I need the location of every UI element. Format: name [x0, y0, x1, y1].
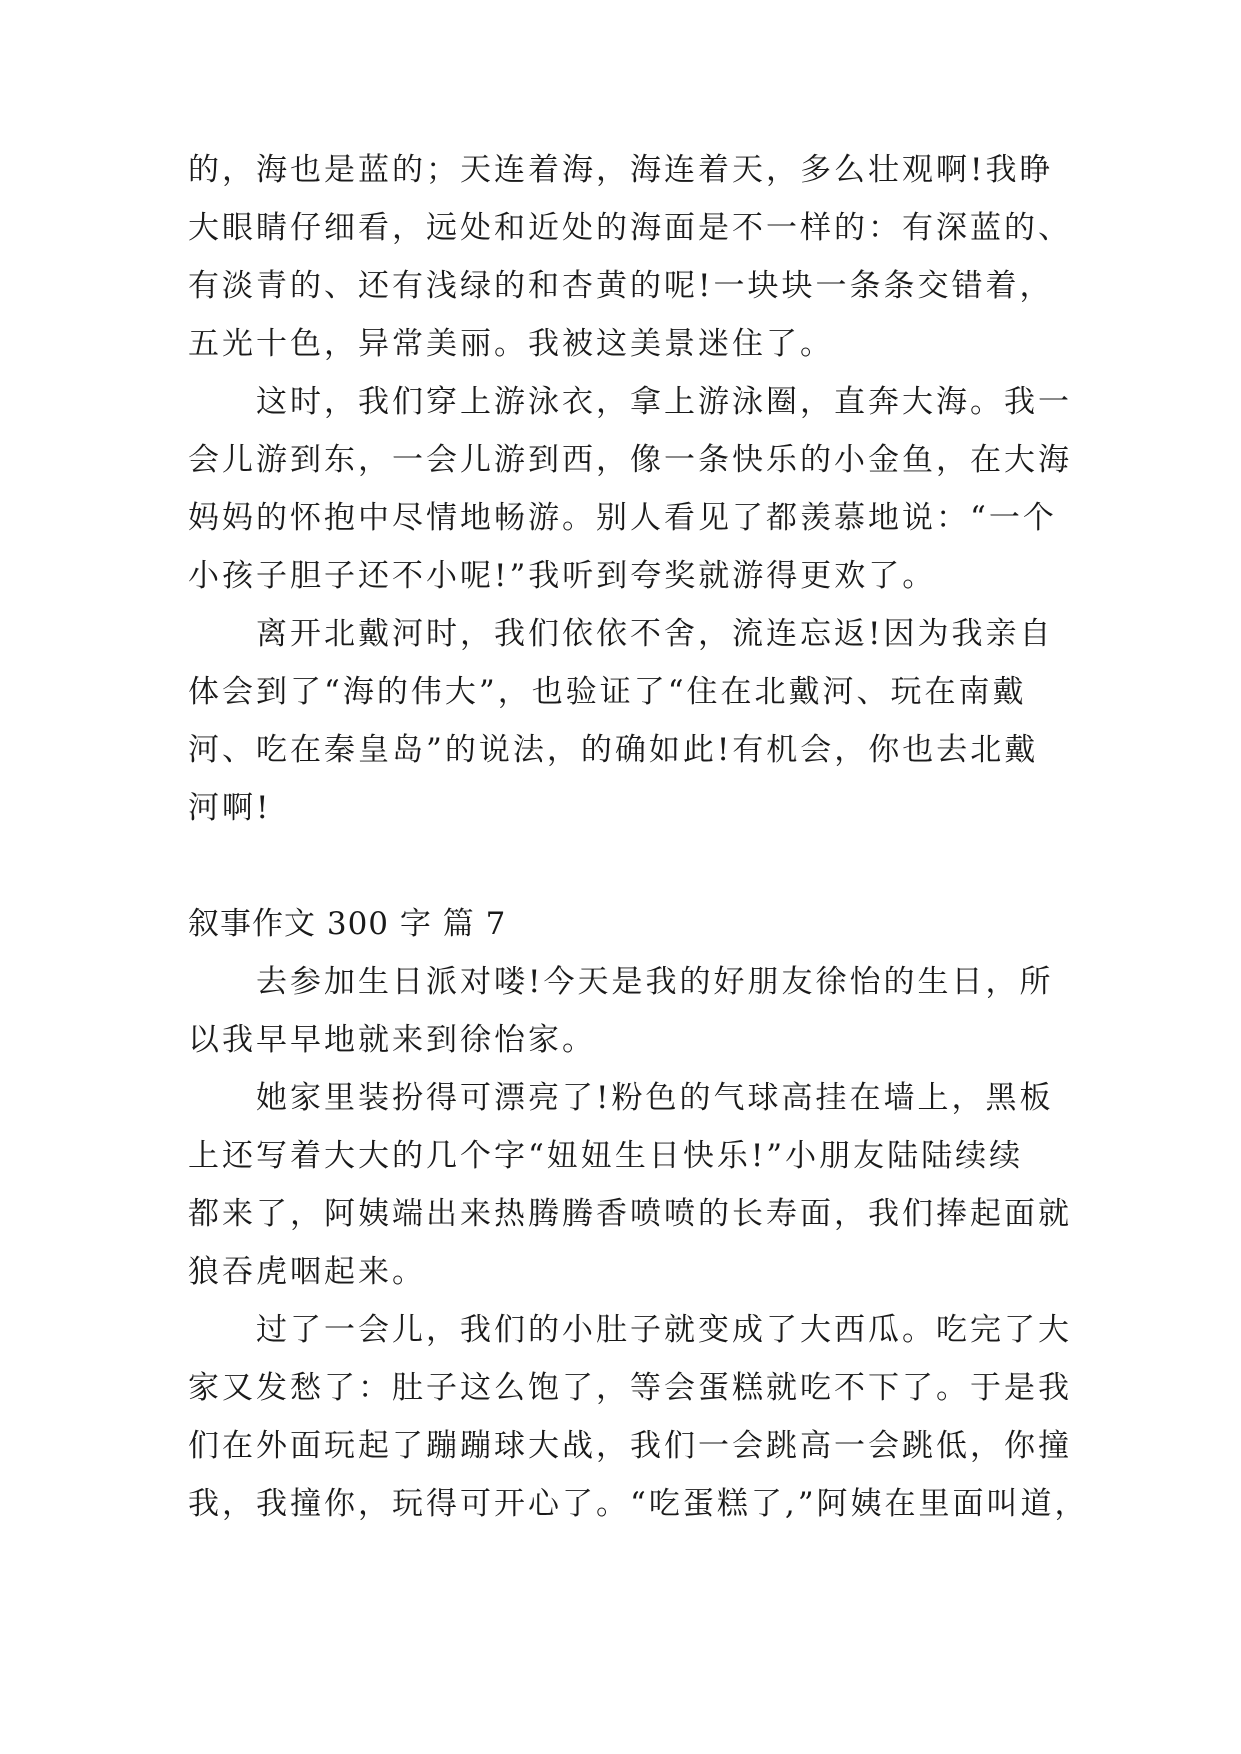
- text-line: 的，海也是蓝的；天连着海，海连着天，多么壮观啊!我睁: [188, 152, 1054, 188]
- section-heading: 叙事作文 300 字 篇 7: [188, 906, 507, 942]
- paragraph-first-line: 这时，我们穿上游泳衣，拿上游泳圈，直奔大海。我一: [256, 384, 1072, 420]
- text-line: 们在外面玩起了蹦蹦球大战，我们一会跳高一会跳低，你撞: [188, 1428, 1072, 1464]
- text-line: 以我早早地就来到徐怡家。: [188, 1022, 596, 1058]
- paragraph-first-line: 过了一会儿，我们的小肚子就变成了大西瓜。吃完了大: [256, 1312, 1072, 1348]
- text-line: 家又发愁了：肚子这么饱了，等会蛋糕就吃不下了。于是我: [188, 1370, 1072, 1406]
- text-line: 大眼睛仔细看，远处和近处的海面是不一样的：有深蓝的、: [188, 210, 1072, 246]
- text-line: 我，我撞你，玩得可开心了。“吃蛋糕了,”阿姨在里面叫道，: [188, 1486, 1089, 1522]
- text-line: 河、吃在秦皇岛”的说法，的确如此!有机会，你也去北戴: [188, 732, 1039, 768]
- text-line: 五光十色，异常美丽。我被这美景迷住了。: [188, 326, 834, 362]
- text-line: 会儿游到东，一会儿游到西，像一条快乐的小金鱼，在大海: [188, 442, 1072, 478]
- paragraph-first-line: 离开北戴河时，我们依依不舍，流连忘返!因为我亲自: [256, 616, 1054, 652]
- text-line: 妈妈的怀抱中尽情地畅游。别人看见了都羡慕地说：“一个: [188, 500, 1057, 536]
- text-line: 有淡青的、还有浅绿的和杏黄的呢!一块块一条条交错着，: [188, 268, 1054, 304]
- text-line: 都来了，阿姨端出来热腾腾香喷喷的长寿面，我们捧起面就: [188, 1196, 1072, 1232]
- text-line: 上还写着大大的几个字“妞妞生日快乐!”小朋友陆陆续续: [188, 1138, 1024, 1174]
- text-line: 小孩子胆子还不小呢!”我听到夸奖就游得更欢了。: [188, 558, 937, 594]
- text-line: 狼吞虎咽起来。: [188, 1254, 426, 1290]
- text-line: 河啊!: [188, 790, 272, 826]
- paragraph-first-line: 她家里装扮得可漂亮了!粉色的气球高挂在墙上，黑板: [256, 1080, 1054, 1116]
- paragraph-first-line: 去参加生日派对喽!今天是我的好朋友徐怡的生日，所: [256, 964, 1054, 1000]
- text-line: 体会到了“海的伟大”，也验证了“住在北戴河、玩在南戴: [188, 674, 1027, 710]
